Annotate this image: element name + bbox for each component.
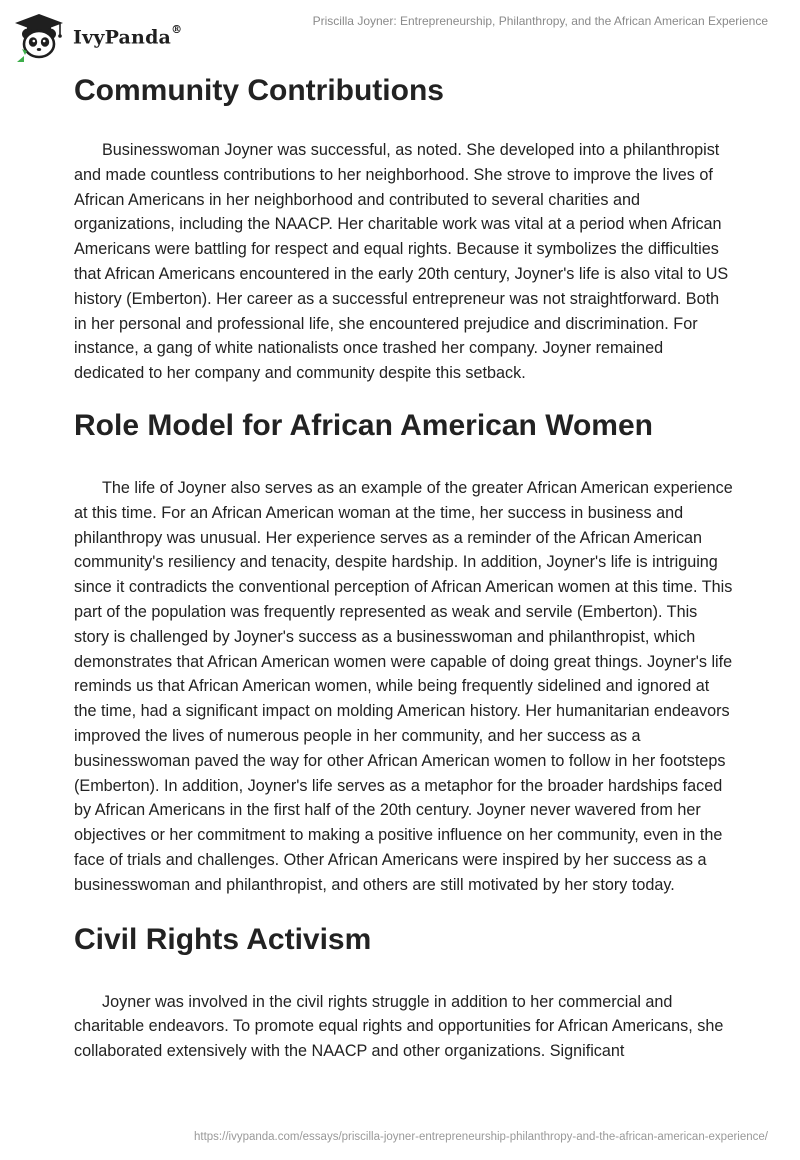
section-community-contributions (74, 71, 734, 386)
source-url[interactable]: https://ivypanda.com/essays/priscilla-joyner-entrepreneurship-philanthropy-and-the-african-american-experience/ (194, 1131, 768, 1143)
section-heading: Community Contributions (74, 74, 444, 107)
section-paragraph: Joyner was involved in the civil rights struggle in addition to her commercial and charitable endeavors. To promote equal rights and opportunities for African Americans, she collaborated extensively with the NAACP and other organizations. Significant (74, 992, 724, 1061)
brand-logo[interactable] (12, 10, 182, 64)
section-heading: Civil Rights Activism (74, 922, 372, 956)
essay-content (74, 70, 734, 1064)
section-paragraph: The life of Joyner also serves as an example of the greater African American experience at this time. For an African American woman at the time, her success in business and philanthropy was unusual. Her experience serves as a reminder of the African American community's resiliency and tenacity, despite hardship. In addition, Joyner's life is intriguing since it contradicts the conventional perception of African American women at this time. This part of the population was frequently represented as weak and servile (Emberton). This story is challenged by Joyner's success as a businesswoman and philanthropist, which demonstrates that African American women were capable of doing great things. Joyner's life reminds us that African American women, while being frequently sidelined and ignored at the time, had a significant impact on molding American history. Her humanitarian endeavors improved the lives of numerous people in her community, and her success as a businesswoman paved the way for other African American women to follow in her footsteps (Emberton). In addition, Joyner's life serves as a metaphor for the broader hardships faced by African Americans in the first half of the 20th century. Joyner never wavered from her objectives or her commitment to making a positive influence on her community, even in the face of trials and challenges. Other African Americans were inspired by her success as a businesswoman and philanthropist, and others are still motivated by her story today. (74, 478, 733, 894)
panda-graduate-icon (12, 10, 66, 64)
page-header (0, 0, 800, 70)
document-title: Priscilla Joyner: Entrepreneurship, Philanthropy, and the African American Experience (312, 14, 768, 28)
section-role-model (74, 406, 734, 898)
brand-name: IvyPanda® (73, 22, 183, 49)
section-heading: Role Model for African American Women (74, 408, 653, 442)
section-civil-rights-activism (74, 920, 734, 1064)
section-paragraph: Businesswoman Joyner was successful, as noted. She developed into a philanthropist and made countless contributions to her neighborhood. She strove to improve the lives of African Americans in her neighborhood and contributed to several charities and organizations, including the NAACP. Her charitable work was vital at a period when African Americans were battling for respect and equal rights. Because it symbolizes the difficulties that African Americans encountered in the early 20th century, Joyner's life is also vital to US history (Emberton). Her career as a successful entrepreneur was not straightforward. Both in her personal and professional life, she encountered prejudice and discrimination. For instance, a gang of white nationalists once trashed her company. Joyner remained dedicated to her company and community despite this setback. (74, 141, 729, 383)
registered-mark: ® (171, 22, 183, 36)
